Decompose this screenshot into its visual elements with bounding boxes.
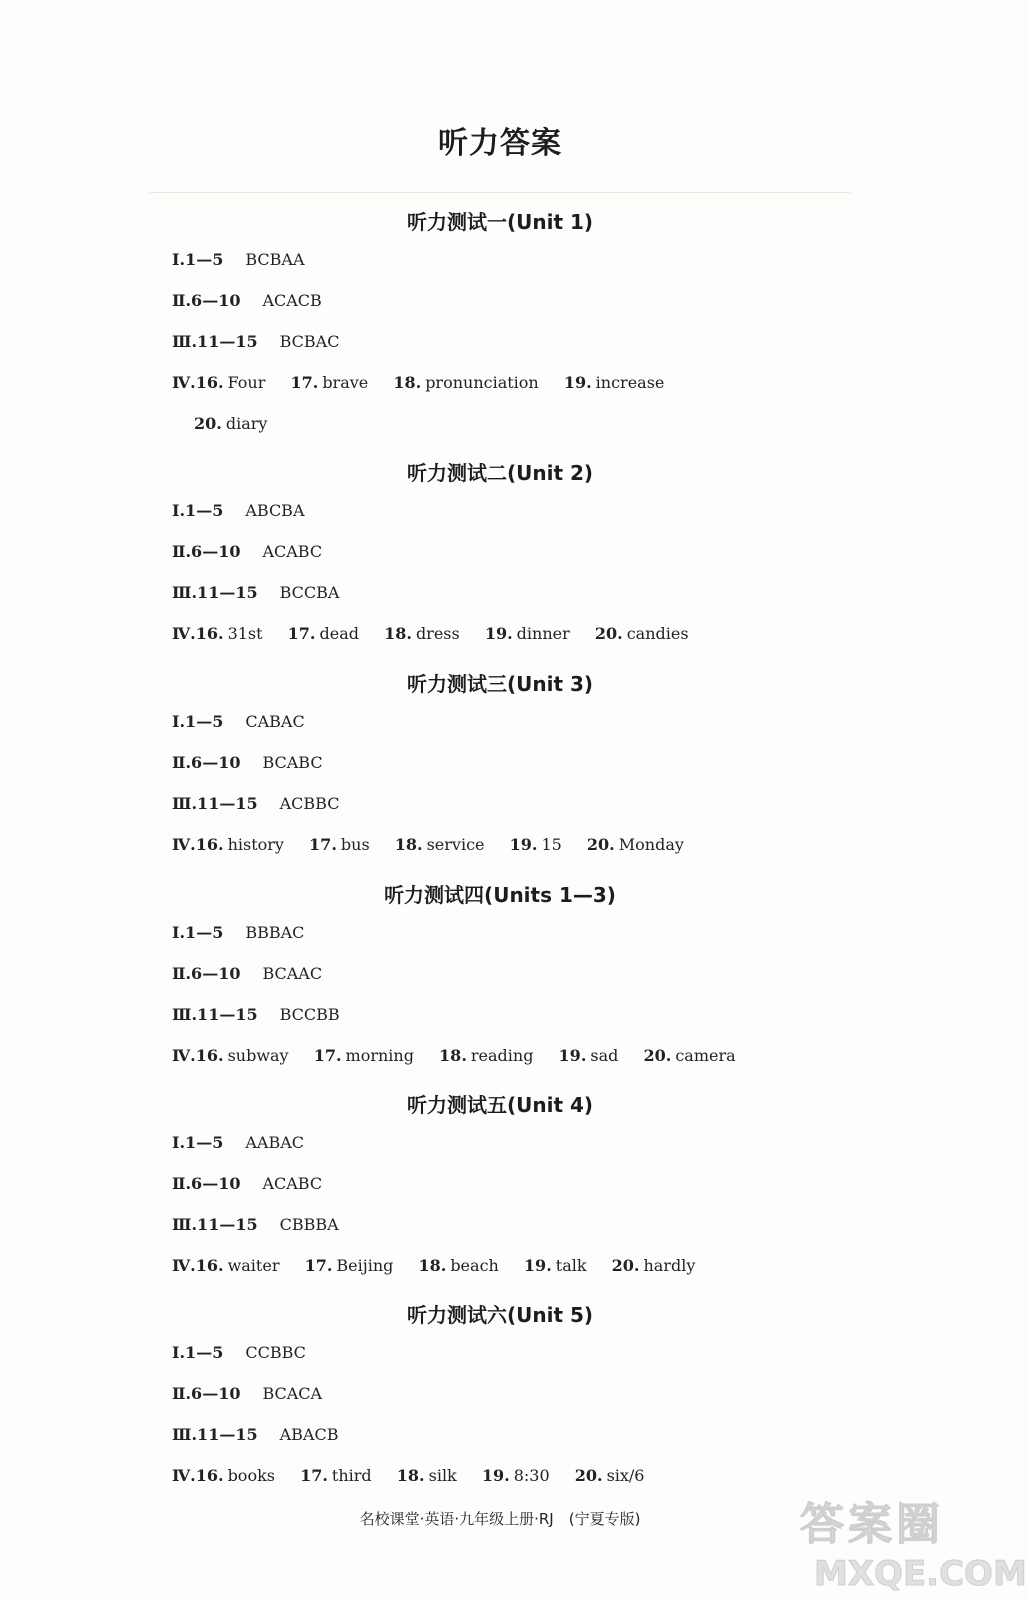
item-number: 18. bbox=[393, 373, 422, 392]
answer-row-part4 bbox=[172, 1465, 664, 1487]
item-number: 19. bbox=[484, 624, 513, 643]
answer-17: third bbox=[331, 1466, 372, 1485]
item-number: 20. bbox=[586, 835, 615, 854]
item-number: 19. bbox=[481, 1466, 510, 1485]
row-label: Ⅳ.16. bbox=[172, 1046, 224, 1065]
row-label: Ⅰ.1—5 bbox=[172, 1343, 224, 1362]
answer-16: history bbox=[227, 835, 284, 854]
answer-row-part2 bbox=[172, 963, 322, 985]
answer-19: sad bbox=[590, 1046, 619, 1065]
answer-row-part1 bbox=[172, 500, 305, 522]
row-answers: BCCBA bbox=[279, 583, 340, 602]
item-number: 17. bbox=[300, 1466, 328, 1485]
row-label: Ⅳ.16. bbox=[172, 624, 224, 643]
page-title: 听力答案 bbox=[438, 126, 562, 161]
page-footer: 名校课堂·英语·九年级上册·RJ (宁夏专版) bbox=[359, 1510, 641, 1528]
row-label: Ⅲ.11—15 bbox=[172, 332, 258, 351]
answer-row-part1 bbox=[172, 1132, 304, 1154]
item-number: 19. bbox=[523, 1256, 552, 1275]
answer-18: service bbox=[426, 835, 485, 854]
item-number: 18. bbox=[396, 1466, 425, 1485]
section-heading: 听力测试二(Unit 2) bbox=[406, 461, 594, 485]
item-number: 20. bbox=[574, 1466, 603, 1485]
answer-17: morning bbox=[345, 1046, 414, 1065]
section-heading: 听力测试五(Unit 4) bbox=[406, 1093, 594, 1117]
row-answers: BBBAC bbox=[245, 923, 305, 942]
answer-row-part4 bbox=[172, 372, 684, 394]
row-answers: AABAC bbox=[245, 1133, 304, 1152]
answer-row-part2 bbox=[172, 752, 323, 774]
item-number: 20. bbox=[194, 414, 222, 433]
answer-19: dinner bbox=[516, 624, 570, 643]
answer-19: 8:30 bbox=[513, 1466, 550, 1485]
answer-17: brave bbox=[322, 373, 369, 392]
row-answers: BCAAC bbox=[262, 964, 323, 983]
answer-19: 15 bbox=[541, 835, 562, 854]
row-answers: BCCBB bbox=[279, 1005, 340, 1024]
row-answers: ACACB bbox=[262, 291, 322, 310]
item-number: 17. bbox=[290, 373, 319, 392]
item-number: 20. bbox=[611, 1256, 640, 1275]
row-answers: BCABC bbox=[262, 753, 323, 772]
answer-16: waiter bbox=[227, 1256, 280, 1275]
answer-row-part3 bbox=[172, 331, 339, 353]
row-answers: CBBBA bbox=[279, 1215, 339, 1234]
row-answers: BCBAC bbox=[279, 332, 340, 351]
answer-20: six/6 bbox=[606, 1466, 645, 1485]
item-number: 18. bbox=[439, 1046, 467, 1065]
answer-16: 31st bbox=[227, 624, 263, 643]
answer-row-part4 bbox=[172, 834, 704, 856]
answer-17: Beijing bbox=[336, 1256, 394, 1275]
row-label: Ⅳ.16. bbox=[172, 1256, 224, 1275]
row-label: Ⅲ.11—15 bbox=[172, 583, 258, 602]
row-label: Ⅰ.1—5 bbox=[172, 712, 224, 731]
row-label: Ⅰ.1—5 bbox=[172, 501, 224, 520]
row-label: Ⅳ.16. bbox=[172, 835, 224, 854]
row-answers: ACABC bbox=[262, 1174, 323, 1193]
item-number: 19. bbox=[563, 373, 592, 392]
answer-row-part4 bbox=[172, 623, 709, 645]
answer-row-part2 bbox=[172, 1383, 322, 1405]
divider bbox=[150, 192, 850, 193]
row-label: Ⅱ.6—10 bbox=[172, 964, 241, 983]
answer-16: subway bbox=[227, 1046, 289, 1065]
row-label: Ⅲ.11—15 bbox=[172, 1215, 258, 1234]
item-number: 20. bbox=[594, 624, 623, 643]
answer-20: Monday bbox=[618, 835, 684, 854]
item-number: 20. bbox=[643, 1046, 672, 1065]
row-label: Ⅳ.16. bbox=[172, 373, 224, 392]
answer-row-part3 bbox=[172, 1424, 338, 1446]
answer-16: books bbox=[227, 1466, 275, 1485]
item-number: 18. bbox=[394, 835, 423, 854]
answer-row-part2 bbox=[172, 1173, 322, 1195]
item-number: 19. bbox=[558, 1046, 587, 1065]
item-number: 18. bbox=[418, 1256, 447, 1275]
row-answers: CABAC bbox=[245, 712, 305, 731]
item-number: 17. bbox=[287, 624, 316, 643]
answer-16: Four bbox=[227, 373, 266, 392]
row-answers: CCBBC bbox=[245, 1343, 306, 1362]
answer-19: increase bbox=[595, 373, 665, 392]
row-label: Ⅲ.11—15 bbox=[172, 794, 258, 813]
answer-18: reading bbox=[470, 1046, 534, 1065]
row-label: Ⅱ.6—10 bbox=[172, 1384, 241, 1403]
answer-18: silk bbox=[428, 1466, 457, 1485]
answer-17: dead bbox=[319, 624, 359, 643]
answer-17: bus bbox=[340, 835, 370, 854]
item-number: 17. bbox=[309, 835, 337, 854]
answer-18: pronunciation bbox=[425, 373, 539, 392]
section-heading: 听力测试三(Unit 3) bbox=[406, 672, 594, 696]
watermark-text: 答案圈 bbox=[800, 1499, 944, 1550]
answer-20: hardly bbox=[643, 1256, 696, 1275]
row-answers: ABACB bbox=[279, 1425, 339, 1444]
row-label: Ⅰ.1—5 bbox=[172, 1133, 224, 1152]
row-label: Ⅱ.6—10 bbox=[172, 1174, 241, 1193]
row-label: Ⅲ.11—15 bbox=[172, 1005, 258, 1024]
answer-row-part2 bbox=[172, 541, 322, 563]
section-heading: 听力测试一(Unit 1) bbox=[406, 210, 594, 234]
watermark-url: MXQE.COM bbox=[814, 1554, 1027, 1594]
row-answers: BCACA bbox=[262, 1384, 323, 1403]
row-answers: ABCBA bbox=[245, 501, 305, 520]
answer-row-part4 bbox=[172, 1255, 715, 1277]
row-answers: BCBAA bbox=[245, 250, 305, 269]
item-number: 18. bbox=[384, 624, 412, 643]
answer-20: candies bbox=[626, 624, 689, 643]
row-label: Ⅰ.1—5 bbox=[172, 250, 224, 269]
item-number: 19. bbox=[509, 835, 538, 854]
answer-row-part1 bbox=[172, 922, 304, 944]
answer-row-part3 bbox=[172, 582, 339, 604]
answer-row-part4 bbox=[172, 1045, 756, 1067]
row-answers: ACBBC bbox=[279, 794, 340, 813]
row-answers: ACABC bbox=[262, 542, 323, 561]
item-number: 17. bbox=[313, 1046, 342, 1065]
row-label: Ⅳ.16. bbox=[172, 1466, 224, 1485]
answer-row-part1 bbox=[172, 1342, 306, 1364]
row-label: Ⅱ.6—10 bbox=[172, 542, 241, 561]
answer-row-part3 bbox=[172, 793, 339, 815]
row-label: Ⅰ.1—5 bbox=[172, 923, 224, 942]
answer-row-part2 bbox=[172, 290, 322, 312]
answer-20: diary bbox=[225, 414, 268, 433]
answer-19: talk bbox=[555, 1256, 587, 1275]
answer-row-part1 bbox=[172, 711, 305, 733]
item-number: 17. bbox=[304, 1256, 333, 1275]
watermark-logo bbox=[800, 1488, 1027, 1598]
answer-18: dress bbox=[415, 624, 460, 643]
answer-row-continued bbox=[194, 413, 287, 435]
answer-row-part3 bbox=[172, 1214, 339, 1236]
answer-row-part1 bbox=[172, 249, 305, 271]
row-label: Ⅱ.6—10 bbox=[172, 753, 241, 772]
row-label: Ⅱ.6—10 bbox=[172, 291, 241, 310]
answer-18: beach bbox=[450, 1256, 499, 1275]
section-heading: 听力测试四(Units 1—3) bbox=[384, 883, 616, 907]
answer-20: camera bbox=[675, 1046, 736, 1065]
row-label: Ⅲ.11—15 bbox=[172, 1425, 258, 1444]
section-heading: 听力测试六(Unit 5) bbox=[406, 1303, 594, 1327]
answer-row-part3 bbox=[172, 1004, 340, 1026]
